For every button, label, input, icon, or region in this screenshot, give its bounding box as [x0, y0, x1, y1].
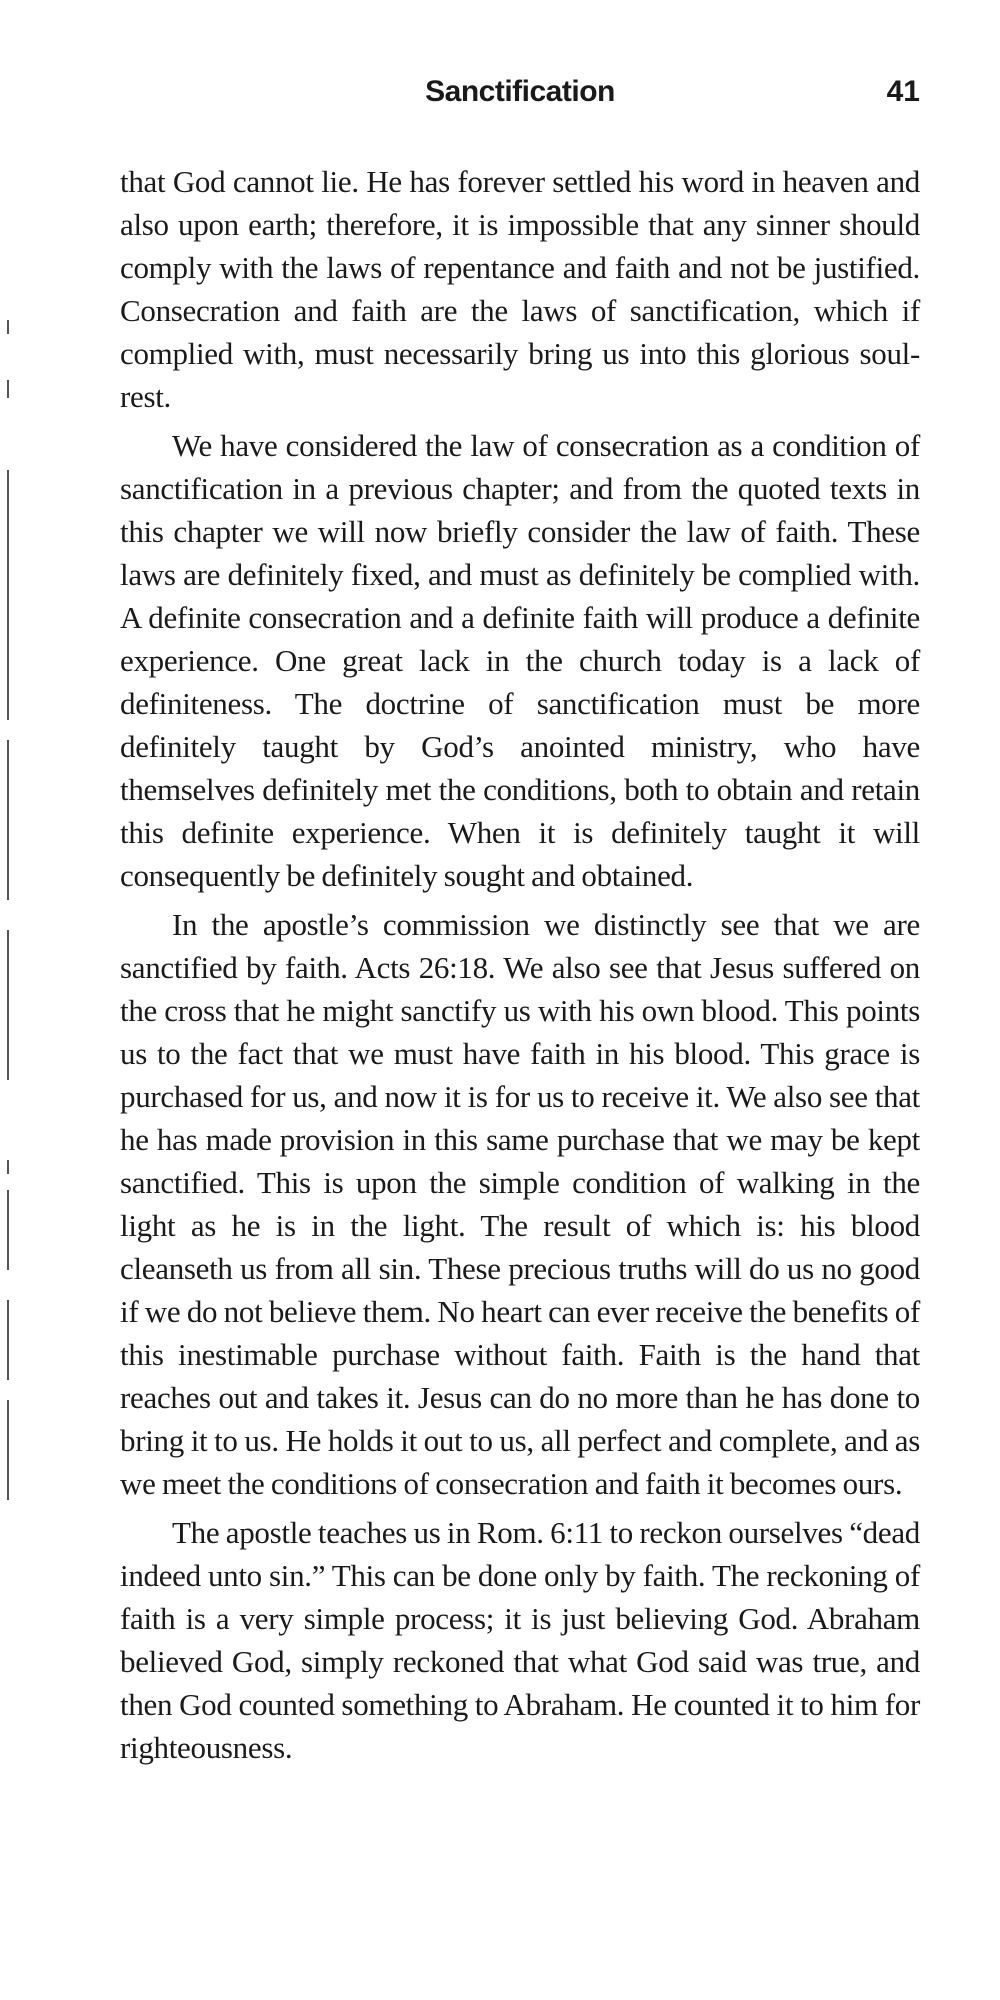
- paragraph: The apostle teaches us in Rom. 6:11 to reckon ourselves “dead indeed unto sin.” This can be done only by faith. The reckoning of faith is a very simple process; it is just believing God. Abraham believed God, simply reckoned that what God said was true, and then God counted something to Abraham. He counted it to him for righteousness.: [120, 1515, 920, 1765]
- running-head: [120, 72, 920, 120]
- scan-edge-mark: [7, 380, 9, 398]
- paragraph: that God cannot lie. He has forever settled his word in heaven and also upon earth; therefore, it is impossible that any sinner should comply with the laws of repentance and faith and not be justified. Consecration and faith are the laws of sanctification, which if complied with, must necessarily bring us into this glorious soul-rest.: [120, 164, 920, 414]
- paragraph: In the apostle’s commission we distinctly see that we are sanctified by faith. Acts 26:18. We also see that Jesus suffered on the cross that he might sanctify us with his own blood. This points us to the fact that we must have faith in his blood. This grace is purchased for us, and now it is for us to receive it. We also see that he has made provision in this same purchase that we may be kept sanctified. This is upon the simple condition of walking in the light as he is in the light. The result of which is: his blood cleanseth us from all sin. These precious truths will do us no good if we do not believe them. No heart can ever receive the benefits of this inestimable purchase without faith. Faith is the hand that reaches out and takes it. Jesus can do no more than he has done to bring it to us. He holds it out to us, all perfect and complete, and as we meet the conditions of consecration and faith it becomes ours.: [120, 907, 920, 1501]
- scan-edge-mark: [7, 1160, 9, 1174]
- body-text: [120, 160, 920, 1775]
- paragraph: We have considered the law of consecration as a condition of sanctification in a previous chapter; and from the quoted texts in this chapter we will now briefly consider the law of faith. These laws are definitely fixed, and must as definitely be complied with. A definite consecration and a definite faith will produce a definite experience. One great lack in the church today is a lack of definiteness. The doctrine of sanctification must be more definitely taught by God’s anointed ministry, who have themselves definitely met the conditions, both to obtain and retain this definite experience. When it is definitely taught it will consequently be definitely sought and obtained.: [120, 428, 920, 893]
- scan-edge-mark: [7, 1400, 9, 1500]
- scan-edge-mark: [7, 1190, 9, 1270]
- scan-edge-mark: [7, 470, 9, 600]
- scan-edge-mark: [7, 320, 9, 334]
- scan-edge-mark: [7, 600, 9, 720]
- running-title: Sanctification: [425, 75, 615, 108]
- scan-edge-mark: [7, 740, 9, 900]
- scan-edge-mark: [7, 930, 9, 1080]
- scan-edge-mark: [7, 1300, 9, 1380]
- page-number: 41: [886, 75, 920, 108]
